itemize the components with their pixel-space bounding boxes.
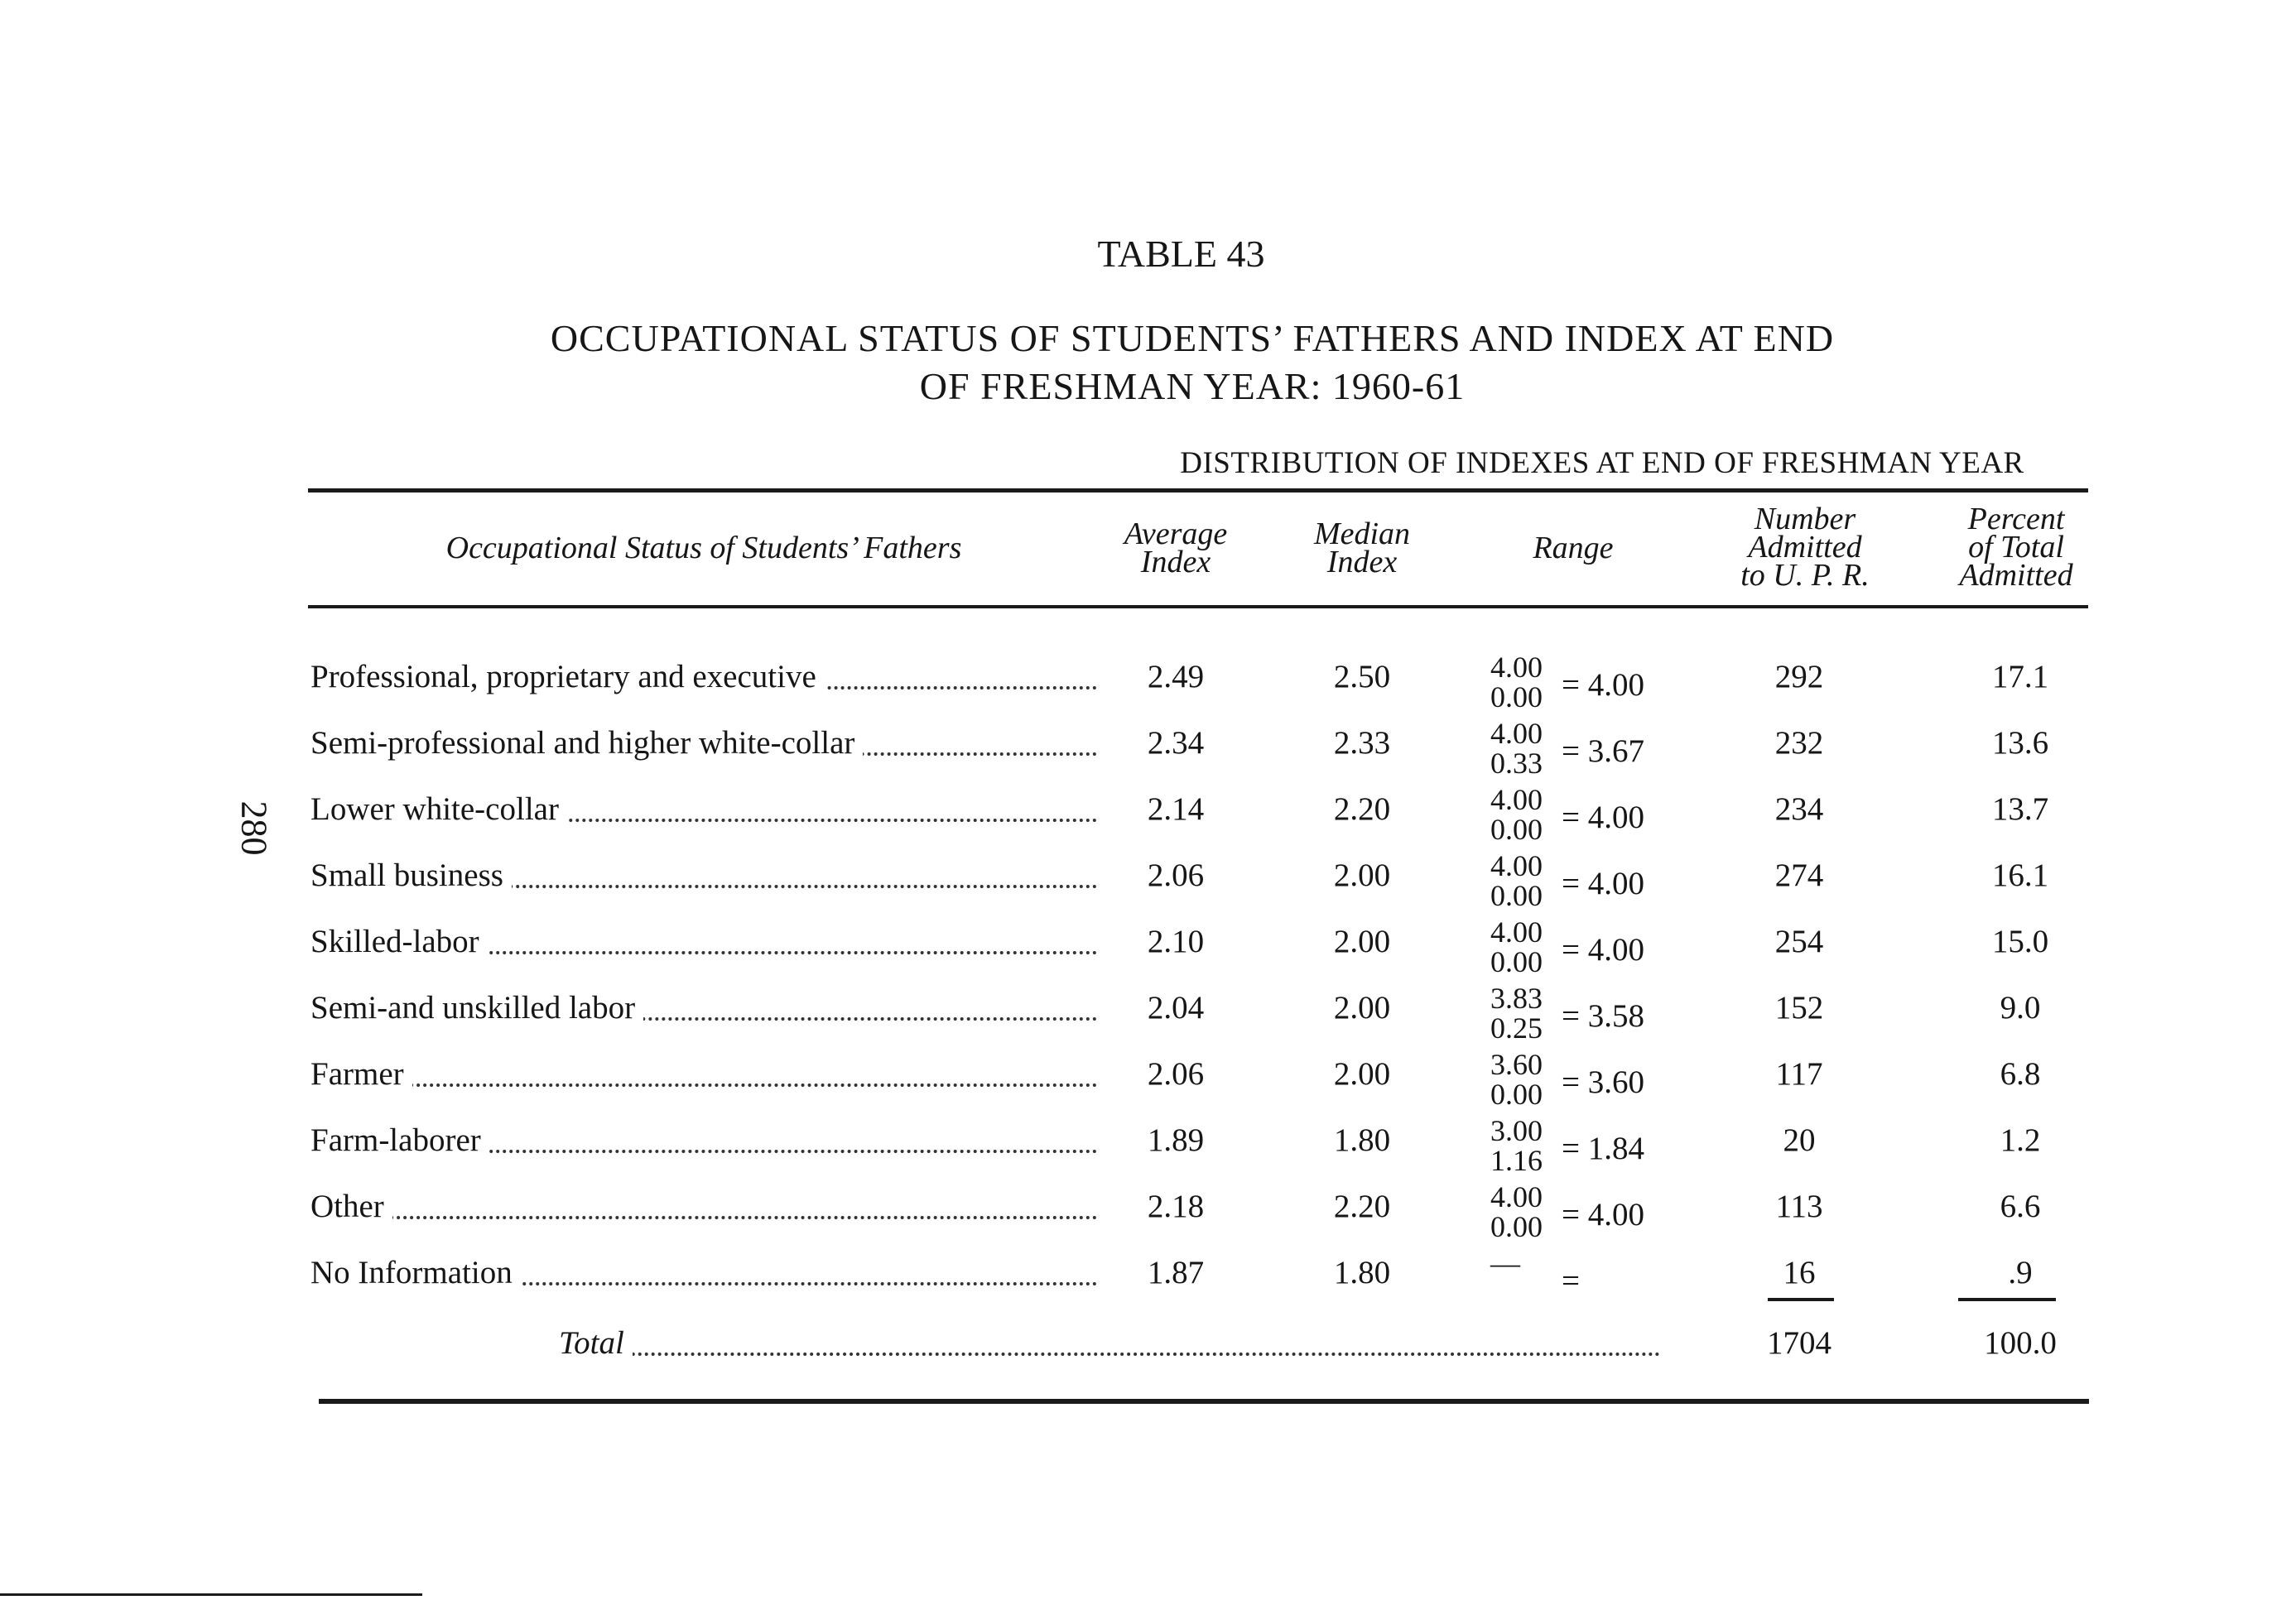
range-high: 4.00 xyxy=(1490,849,1543,882)
header-top-rule xyxy=(308,488,2088,492)
range-result: = xyxy=(1562,1263,1580,1299)
range-result: = 4.00 xyxy=(1562,866,1644,901)
number-admitted-cell: 234 xyxy=(1774,791,1824,827)
range-low: 0.00 xyxy=(1490,813,1543,846)
range-cell xyxy=(1490,717,1689,789)
percent-admitted-cell: 6.6 xyxy=(2000,1189,2041,1224)
number-admitted-cell: 232 xyxy=(1774,725,1824,761)
table-row-label: Semi-and unskilled labor xyxy=(310,989,1097,1031)
percent-admitted-cell: 9.0 xyxy=(2000,990,2041,1026)
dot-leader xyxy=(310,1216,1097,1219)
range-cell xyxy=(1490,1247,1689,1319)
percent-subtotal-rule xyxy=(1958,1298,2056,1301)
dot-leader xyxy=(559,1353,1660,1356)
percent-admitted-cell: 6.8 xyxy=(2000,1056,2041,1092)
average-index-cell: 2.18 xyxy=(1147,1189,1205,1224)
range-low: 0.25 xyxy=(1490,1011,1543,1045)
range-low: 1.16 xyxy=(1490,1144,1543,1177)
range-high: 4.00 xyxy=(1490,1180,1543,1213)
median-index-cell: 2.00 xyxy=(1333,858,1391,893)
table-number: TABLE 43 xyxy=(1097,233,1265,275)
column-header-occupation: Occupational Status of Students’ Fathers xyxy=(445,531,962,565)
median-index-cell: 1.80 xyxy=(1333,1255,1391,1290)
range-cell xyxy=(1490,1048,1689,1120)
average-index-cell: 1.87 xyxy=(1147,1255,1205,1290)
table-row-label: Other xyxy=(310,1188,1097,1229)
footer-rule xyxy=(0,1593,422,1596)
range-result: = 4.00 xyxy=(1562,932,1644,968)
range-high: 3.83 xyxy=(1490,982,1543,1015)
column-header-range: Range xyxy=(1533,531,1614,565)
range-high: 3.00 xyxy=(1490,1114,1543,1147)
total-number: 1704 xyxy=(1767,1325,1832,1361)
column-header-average: Average Index xyxy=(1124,517,1228,579)
range-low: 0.33 xyxy=(1490,747,1543,780)
range-cell xyxy=(1490,783,1689,855)
number-admitted-cell: 274 xyxy=(1774,858,1824,893)
distribution-heading: DISTRIBUTION OF INDEXES AT END OF FRESHMAN YEAR xyxy=(1180,446,2024,480)
median-index-cell: 2.00 xyxy=(1333,990,1391,1026)
range-result: = 4.00 xyxy=(1562,1197,1644,1232)
range-result: = 4.00 xyxy=(1562,667,1644,703)
table-row-label: Semi-professional and higher white-collar xyxy=(310,724,1097,766)
number-admitted-cell: 16 xyxy=(1783,1255,1816,1290)
total-row-label: Total xyxy=(559,1324,1660,1366)
percent-admitted-cell: .9 xyxy=(2008,1255,2033,1290)
range-low: 0.00 xyxy=(1490,1210,1543,1243)
table-row-label: No Information xyxy=(310,1254,1097,1295)
range-cell xyxy=(1490,1180,1689,1252)
percent-admitted-cell: 1.2 xyxy=(2000,1122,2041,1158)
average-index-cell: 2.06 xyxy=(1147,858,1205,893)
percent-admitted-cell: 13.6 xyxy=(1991,725,2049,761)
table-title-line-2: OF FRESHMAN YEAR: 1960-61 xyxy=(919,365,1466,407)
median-index-cell: 2.33 xyxy=(1333,725,1391,761)
range-result: = 3.67 xyxy=(1562,733,1644,769)
table-row-label: Lower white-collar xyxy=(310,790,1097,832)
range-high: 4.00 xyxy=(1490,915,1543,949)
dot-leader xyxy=(310,1083,1097,1087)
median-index-cell: 2.20 xyxy=(1333,791,1391,827)
median-index-cell: 2.00 xyxy=(1333,1056,1391,1092)
number-admitted-cell: 117 xyxy=(1775,1056,1823,1092)
total-percent: 100.0 xyxy=(1984,1325,2057,1361)
range-cell xyxy=(1490,1114,1689,1186)
range-cell xyxy=(1490,915,1689,987)
average-index-cell: 1.89 xyxy=(1147,1122,1205,1158)
table-bottom-rule xyxy=(319,1399,2089,1404)
range-high: 4.00 xyxy=(1490,651,1543,684)
percent-admitted-cell: 16.1 xyxy=(1991,858,2049,893)
table-title xyxy=(464,315,1921,411)
average-index-cell: 2.04 xyxy=(1147,990,1205,1026)
range-low: 0.00 xyxy=(1490,680,1543,714)
range-result: = 1.84 xyxy=(1562,1131,1644,1166)
range-high: 4.00 xyxy=(1490,717,1543,750)
range-cell xyxy=(1490,982,1689,1054)
percent-admitted-cell: 13.7 xyxy=(1991,791,2049,827)
percent-admitted-cell: 17.1 xyxy=(1991,659,2049,694)
column-header-median: Median Index xyxy=(1313,517,1411,579)
number-admitted-cell: 113 xyxy=(1775,1189,1823,1224)
range-result: = 3.60 xyxy=(1562,1064,1644,1100)
table-title-line-1: OCCUPATIONAL STATUS OF STUDENTS’ FATHERS AND INDEX AT END xyxy=(550,317,1835,359)
header-bottom-rule xyxy=(308,605,2088,608)
table-row-label: Farm-laborer xyxy=(310,1122,1097,1163)
table-row-label: Small business xyxy=(310,857,1097,898)
range-high: — xyxy=(1490,1247,1520,1280)
average-index-cell: 2.06 xyxy=(1147,1056,1205,1092)
table-row-label: Skilled-labor xyxy=(310,923,1097,964)
column-header-number: Number Admitted to U. P. R. xyxy=(1740,502,1870,593)
range-low: 0.00 xyxy=(1490,1078,1543,1111)
average-index-cell: 2.10 xyxy=(1147,924,1205,959)
range-low: 0.00 xyxy=(1490,945,1543,978)
column-header-percent: Percent of Total Admitted xyxy=(1959,502,2073,593)
number-admitted-cell: 292 xyxy=(1774,659,1824,694)
range-high: 4.00 xyxy=(1490,783,1543,816)
average-index-cell: 2.14 xyxy=(1147,791,1205,827)
average-index-cell: 2.49 xyxy=(1147,659,1205,694)
average-index-cell: 2.34 xyxy=(1147,725,1205,761)
range-result: = 3.58 xyxy=(1562,998,1644,1034)
range-low: 0.00 xyxy=(1490,879,1543,912)
range-cell xyxy=(1490,651,1689,723)
range-high: 3.60 xyxy=(1490,1048,1543,1081)
median-index-cell: 1.80 xyxy=(1333,1122,1391,1158)
median-index-cell: 2.20 xyxy=(1333,1189,1391,1224)
range-result: = 4.00 xyxy=(1562,800,1644,835)
median-index-cell: 2.00 xyxy=(1333,924,1391,959)
number-admitted-cell: 254 xyxy=(1774,924,1824,959)
range-cell xyxy=(1490,849,1689,921)
number-subtotal-rule xyxy=(1768,1298,1834,1301)
percent-admitted-cell: 15.0 xyxy=(1991,924,2049,959)
median-index-cell: 2.50 xyxy=(1333,659,1391,694)
table-row-label: Professional, proprietary and executive xyxy=(310,658,1097,699)
table-row-label: Farmer xyxy=(310,1055,1097,1097)
number-admitted-cell: 152 xyxy=(1774,990,1824,1026)
number-admitted-cell: 20 xyxy=(1783,1122,1816,1158)
page-number: 280 xyxy=(233,800,275,856)
